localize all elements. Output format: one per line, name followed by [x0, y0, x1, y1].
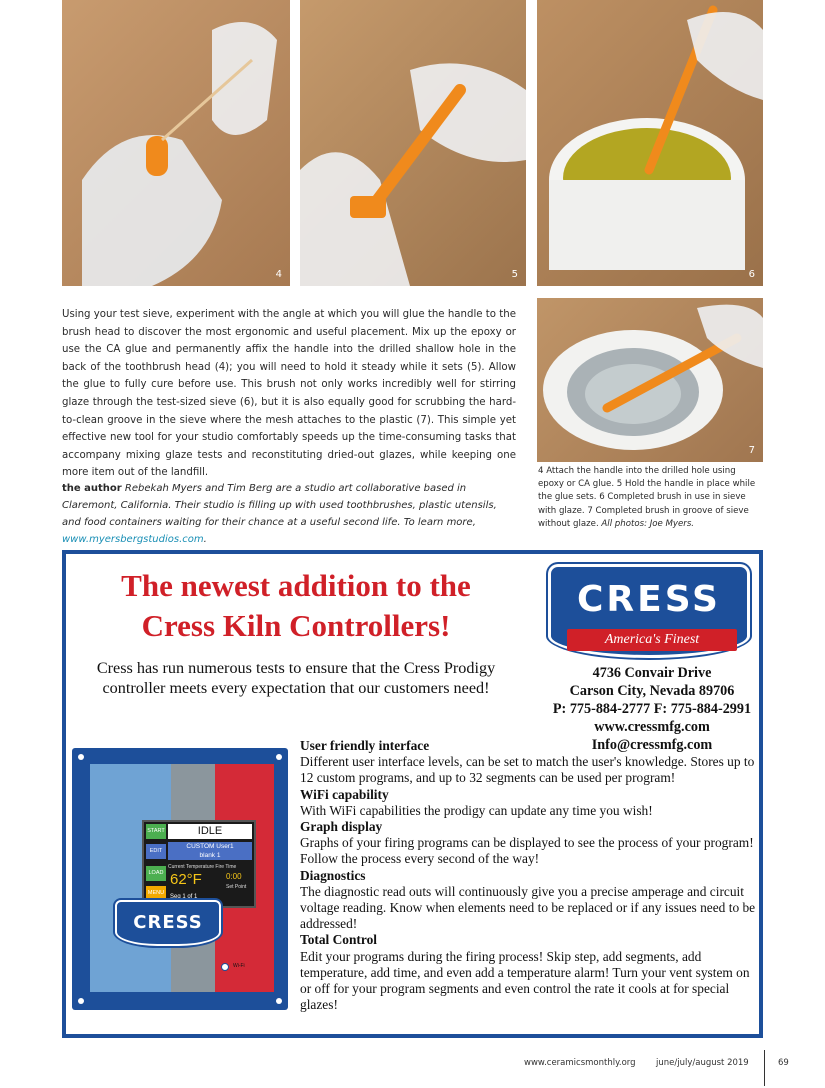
- start-button: START: [146, 824, 166, 839]
- wifi-label: Wi-Fi: [233, 963, 245, 969]
- ad-headline-line2: Cress Kiln Controllers!: [141, 608, 451, 643]
- menu-button: MENU: [146, 886, 166, 901]
- controller-fire-time: 0:00: [226, 872, 242, 881]
- controller-status: IDLE: [168, 824, 252, 839]
- ad-headline-line1: The newest addition to the: [121, 568, 471, 603]
- footer-website: www.ceramicsmonthly.org: [524, 1058, 636, 1068]
- feature-title: Graph display: [300, 819, 383, 835]
- photo-credit: All photos: Joe Myers.: [601, 518, 695, 529]
- controller-setpoint: Set Point: [226, 884, 247, 890]
- photo-5: [300, 0, 526, 286]
- footer-issue: june/july/august 2019: [656, 1058, 749, 1068]
- controller-temp-label: Current Temperature Fire Time: [168, 864, 237, 870]
- controller-segment: Seg 1 of 1: [170, 894, 198, 900]
- feature-list: [300, 738, 760, 1013]
- load-button: LOAD: [146, 866, 166, 881]
- feature-title: Diagnostics: [300, 867, 366, 883]
- feature-text: Edit your programs during the firing process! Skip step, add segments, add temperature, add time, and even add a temperature alarm! Turn your vent system on or off for your program segments and even control the rate it cools at for special glazes!: [300, 948, 750, 1013]
- program-line2: blank 1: [199, 852, 221, 859]
- address-line1: 4736 Convair Drive: [592, 665, 712, 681]
- feature-text: With WiFi capabilities the prodigy can update any time you wish!: [300, 802, 653, 818]
- author-website-link[interactable]: www.myersbergstudios.com: [62, 534, 204, 545]
- screw-icon: [78, 754, 84, 760]
- screw-icon: [78, 998, 84, 1004]
- article-body: Using your test sieve, experiment with the angle at which you will glue the handle to the brush head to discover the most ergonomic and useful placement. Mix up the epoxy or use the CA glue and permanently affix the handle into the drilled shallow hole in the back of the toothbrush head (4); you will need to hold it steady while it sets (5). Allow the glue to fully cure before use. This brush not only works incredibly well for stirring glaze through the test-sized sieve (6), but it is also equally good for scrubbing the hard-to-clean groove in the sieve where the mesh attaches to the plastic (7). This simple yet effective new tool for your studio comfortably speeds up the time-consuming tasks that accompany mixing glaze tests and reconstituting dried-out glazes, while keeping one more item out of the landfill.: [62, 309, 516, 479]
- feature-text: Graphs of your firing programs can be displayed to see the process of your program! Follow the process every second of the way!: [300, 835, 754, 867]
- program-line1: CUSTOM User1: [186, 843, 234, 850]
- photo-6-illustration: [537, 0, 763, 286]
- photo-number: 7: [748, 445, 755, 456]
- author-text: Rebekah Myers and Tim Berg are a studio art collaborative based in Claremont, California. Their studio is filling up with used toothbrushes, plastic utensils, and food containers waiting for their chance at a useful second life. To learn more,: [62, 483, 497, 528]
- photo-7: [537, 298, 763, 462]
- footer-divider: [764, 1050, 765, 1086]
- photo-caption: [538, 465, 763, 531]
- ad-subhead: Cress has run numerous tests to ensure that the Cress Prodigy controller meets every expectation that our customers need!: [96, 659, 496, 697]
- page-number: 69: [778, 1058, 789, 1068]
- feature-text: Different user interface levels, can be set to match the user's knowledge. Stores up to 12 custom programs, and up to 32 segments can be used per program!: [300, 754, 755, 786]
- photo-4: [62, 0, 290, 286]
- author-label: the author: [62, 483, 122, 494]
- photo-number: 5: [511, 269, 518, 280]
- controller-image: [72, 748, 288, 1010]
- photo-number: 4: [275, 269, 282, 280]
- ad-headline: [66, 566, 526, 646]
- cress-logo-tagline: America's Finest: [567, 629, 737, 651]
- ad-website[interactable]: www.cressmfg.com: [594, 719, 710, 735]
- screw-icon: [276, 754, 282, 760]
- feature-title: Total Control: [300, 932, 378, 948]
- author-end: .: [203, 534, 207, 545]
- controller-program: [168, 842, 252, 860]
- ad-email[interactable]: Info@cressmfg.com: [591, 737, 713, 753]
- photo-number: 6: [748, 269, 755, 280]
- wifi-indicator-icon: [221, 963, 229, 971]
- photo-4-illustration: [62, 0, 290, 286]
- author-bio: [62, 480, 516, 548]
- cress-logo-word: CRESS: [577, 579, 721, 620]
- edit-button: EDIT: [146, 844, 166, 859]
- controller-faceplate: [90, 764, 274, 992]
- cress-logo: [548, 564, 750, 658]
- screw-icon: [276, 998, 282, 1004]
- controller-temp-value: 62°F: [170, 871, 202, 888]
- photo-7-illustration: [537, 298, 763, 462]
- controller-logo: CRESS: [115, 900, 221, 946]
- caption-text: 4 Attach the handle into the drilled hole using epoxy or CA glue. 5 Hold the handle in place while the glue sets. 6 Completed brush in use in sieve with glaze. 7 Completed brush in groove of sieve without glaze.: [538, 466, 756, 529]
- feature-title: WiFi capability: [300, 786, 389, 802]
- controller-screen: [142, 820, 256, 908]
- photo-5-illustration: [300, 0, 526, 286]
- photo-6: [537, 0, 763, 286]
- address-line2: Carson City, Nevada 89706: [569, 683, 735, 699]
- phone-fax: P: 775-884-2777 F: 775-884-2991: [552, 701, 752, 717]
- feature-text: The diagnostic read outs will continuously give you a precise amperage and circuit voltage reading. Know when elements need to be replaced or if any issues need to be addressed!: [300, 883, 756, 932]
- cress-advertisement: [62, 550, 763, 1038]
- feature-title: User friendly interface: [300, 738, 430, 753]
